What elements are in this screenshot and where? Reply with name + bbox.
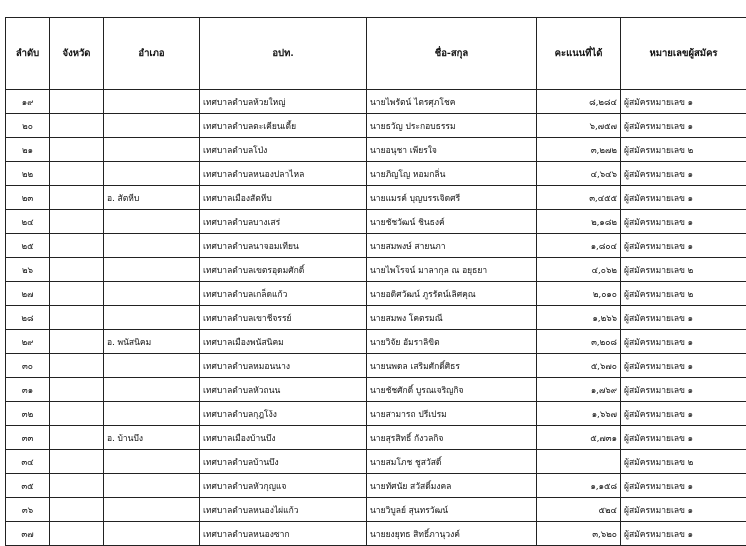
cell-name: นายสามารถ ปรีเปรม: [367, 402, 537, 426]
cell-district: [104, 306, 200, 330]
cell-no: ๒๘: [6, 306, 50, 330]
cell-district: [104, 162, 200, 186]
table-row: [6, 450, 746, 474]
cell-no: ๒๙: [6, 330, 50, 354]
header-no: ลำดับ: [6, 18, 50, 90]
cell-district: [104, 234, 200, 258]
cell-name: นายสุรสิทธิ์ กังวลกิจ: [367, 426, 537, 450]
table-row: [6, 474, 746, 498]
cell-candidate: ผู้สมัครหมายเลข ๒: [621, 258, 746, 282]
cell-name: นายสมโภช ชูสวัสดิ์: [367, 450, 537, 474]
cell-candidate: ผู้สมัครหมายเลข ๒: [621, 282, 746, 306]
cell-no: ๓๔: [6, 450, 50, 474]
cell-no: ๒๓: [6, 186, 50, 210]
cell-district: อ. พนัสนิคม: [104, 330, 200, 354]
cell-name: นายไพรัตน์ ไตรศุภโชค: [367, 90, 537, 114]
cell-candidate: ผู้สมัครหมายเลข ๒: [621, 138, 746, 162]
cell-name: นายธวัญ ประกอบธรรม: [367, 114, 537, 138]
header-name: ชื่อ-สกุล: [367, 18, 537, 90]
table-row: [6, 90, 746, 114]
cell-province: [50, 330, 104, 354]
cell-candidate: ผู้สมัครหมายเลข ๑: [621, 402, 746, 426]
cell-score: ๓,๔๕๕: [537, 186, 621, 210]
cell-no: ๒๖: [6, 258, 50, 282]
cell-no: ๒๐: [6, 114, 50, 138]
cell-district: [104, 354, 200, 378]
cell-no: ๓๕: [6, 474, 50, 498]
cell-org: เทศบาลตำบลโป่ง: [200, 138, 367, 162]
header-district: อำเภอ: [104, 18, 200, 90]
cell-no: ๒๒: [6, 162, 50, 186]
cell-no: ๓๒: [6, 402, 50, 426]
cell-district: [104, 474, 200, 498]
cell-province: [50, 186, 104, 210]
header-org: อปท.: [200, 18, 367, 90]
cell-candidate: ผู้สมัครหมายเลข ๑: [621, 306, 746, 330]
table-row: [6, 330, 746, 354]
cell-province: [50, 114, 104, 138]
cell-score: ๓,๒๗๒: [537, 138, 621, 162]
cell-no: ๑๙: [6, 90, 50, 114]
cell-name: นายยงยุทธ สิทธิ์ภานุวงค์: [367, 522, 537, 546]
cell-org: เทศบาลตำบลบ้านบึง: [200, 450, 367, 474]
cell-candidate: ผู้สมัครหมายเลข ๑: [621, 378, 746, 402]
cell-org: เทศบาลตำบลหนองไผ่แก้ว: [200, 498, 367, 522]
cell-no: ๓๑: [6, 378, 50, 402]
cell-no: ๒๔: [6, 210, 50, 234]
cell-score: ๕,๖๗๐: [537, 354, 621, 378]
cell-org: เทศบาลตำบลบางเสร่: [200, 210, 367, 234]
cell-score: ๘,๒๘๔: [537, 90, 621, 114]
cell-candidate: ผู้สมัครหมายเลข ๑: [621, 114, 746, 138]
cell-org: เทศบาลตำบลหัวถนน: [200, 378, 367, 402]
cell-candidate: ผู้สมัครหมายเลข ๑: [621, 330, 746, 354]
cell-no: ๓๓: [6, 426, 50, 450]
table-row: [6, 522, 746, 546]
table-row: [6, 138, 746, 162]
cell-score: ๔,๐๖๒: [537, 258, 621, 282]
cell-province: [50, 354, 104, 378]
cell-score: ๔,๖๔๖: [537, 162, 621, 186]
cell-district: [104, 114, 200, 138]
cell-name: นายวิบูลย์ สุนทรวัฒน์: [367, 498, 537, 522]
cell-name: นายอนุชา เพียรใจ: [367, 138, 537, 162]
cell-name: นายแมรค์ บุญบรรเจิดศรี: [367, 186, 537, 210]
cell-district: [104, 258, 200, 282]
table-row: [6, 306, 746, 330]
table-body: [6, 90, 746, 546]
cell-name: นายชัชศักดิ์ บูรณเจริญกิจ: [367, 378, 537, 402]
cell-name: นายอดิศวัฒน์ ภูรรัตน์เลิศคุณ: [367, 282, 537, 306]
cell-no: ๒๗: [6, 282, 50, 306]
cell-district: อ. สัตหีบ: [104, 186, 200, 210]
cell-name: นายนพดล เสริมศักดิ์ศิธร: [367, 354, 537, 378]
cell-district: [104, 210, 200, 234]
cell-province: [50, 498, 104, 522]
table-row: [6, 114, 746, 138]
table-row: [6, 402, 746, 426]
header-candidate: หมายเลขผู้สมัคร: [621, 18, 746, 90]
cell-name: นายสมพงษ์ สายนภา: [367, 234, 537, 258]
header-row: [6, 18, 746, 90]
cell-province: [50, 450, 104, 474]
cell-district: [104, 522, 200, 546]
cell-score: ๑,๖๖๗: [537, 402, 621, 426]
cell-org: เทศบาลตำบลหัวกุญแจ: [200, 474, 367, 498]
cell-score: ๕๒๔: [537, 498, 621, 522]
cell-score: ๕,๗๓๑: [537, 426, 621, 450]
cell-no: ๒๑: [6, 138, 50, 162]
table-row: [6, 210, 746, 234]
cell-candidate: ผู้สมัครหมายเลข ๑: [621, 210, 746, 234]
cell-province: [50, 522, 104, 546]
cell-district: [104, 378, 200, 402]
table-row: [6, 354, 746, 378]
cell-no: ๓๐: [6, 354, 50, 378]
cell-org: เทศบาลตำบลเขาชีจรรย์: [200, 306, 367, 330]
table-row: [6, 186, 746, 210]
cell-name: นายวิจัย อัมราลิขิต: [367, 330, 537, 354]
cell-candidate: ผู้สมัครหมายเลข ๑: [621, 186, 746, 210]
cell-district: [104, 90, 200, 114]
cell-org: เทศบาลตำบลเขตรอุดมศักดิ์: [200, 258, 367, 282]
cell-district: [104, 282, 200, 306]
cell-org: เทศบาลเมืองพนัสนิคม: [200, 330, 367, 354]
cell-candidate: ผู้สมัครหมายเลข ๑: [621, 498, 746, 522]
cell-org: เทศบาลเมืองบ้านบึง: [200, 426, 367, 450]
cell-score: ๒,๐๑๐: [537, 282, 621, 306]
cell-org: เทศบาลตำบลนาจอมเทียน: [200, 234, 367, 258]
cell-score: ๑,๒๖๖: [537, 306, 621, 330]
cell-score: ๖,๗๕๗: [537, 114, 621, 138]
cell-province: [50, 138, 104, 162]
cell-province: [50, 234, 104, 258]
cell-province: [50, 282, 104, 306]
cell-score: ๓,๖๒๐: [537, 522, 621, 546]
cell-name: นายภิญโญ หอมกลิ่น: [367, 162, 537, 186]
cell-name: นายสมพง โคตรมณี: [367, 306, 537, 330]
cell-org: เทศบาลตำบลหมอนนาง: [200, 354, 367, 378]
cell-org: เทศบาลเมืองสัตหีบ: [200, 186, 367, 210]
table-row: [6, 378, 746, 402]
cell-province: [50, 426, 104, 450]
cell-district: อ. บ้านบึง: [104, 426, 200, 450]
cell-district: [104, 498, 200, 522]
cell-province: [50, 210, 104, 234]
cell-province: [50, 474, 104, 498]
cell-province: [50, 306, 104, 330]
table-header: [6, 18, 746, 90]
cell-org: เทศบาลตำบลเกล็ดแก้ว: [200, 282, 367, 306]
table-row: [6, 282, 746, 306]
cell-district: [104, 402, 200, 426]
cell-candidate: ผู้สมัครหมายเลข ๑: [621, 474, 746, 498]
table-row: [6, 258, 746, 282]
cell-score: ๒,๑๘๒: [537, 210, 621, 234]
cell-candidate: ผู้สมัครหมายเลข ๑: [621, 234, 746, 258]
cell-score: [537, 450, 621, 474]
cell-score: ๓,๒๐๘: [537, 330, 621, 354]
election-results-table: [5, 17, 746, 546]
cell-name: นายไพโรจน์ มาลากุล ณ อยุธยา: [367, 258, 537, 282]
cell-candidate: ผู้สมัครหมายเลข ๑: [621, 162, 746, 186]
cell-candidate: ผู้สมัครหมายเลข ๑: [621, 522, 746, 546]
header-province: จังหวัด: [50, 18, 104, 90]
table-row: [6, 162, 746, 186]
cell-score: ๑,๗๖๙: [537, 378, 621, 402]
cell-org: เทศบาลตำบลตะเคียนเตี้ย: [200, 114, 367, 138]
table-row: [6, 234, 746, 258]
cell-province: [50, 402, 104, 426]
cell-score: ๑,๑๕๘: [537, 474, 621, 498]
cell-district: [104, 138, 200, 162]
cell-org: เทศบาลตำบลห้วยใหญ่: [200, 90, 367, 114]
cell-no: ๓๖: [6, 498, 50, 522]
cell-no: ๒๕: [6, 234, 50, 258]
cell-candidate: ผู้สมัครหมายเลข ๑: [621, 90, 746, 114]
cell-no: ๓๗: [6, 522, 50, 546]
cell-candidate: ผู้สมัครหมายเลข ๒: [621, 450, 746, 474]
cell-province: [50, 90, 104, 114]
header-score: คะแนนที่ได้: [537, 18, 621, 90]
table-row: [6, 426, 746, 450]
cell-score: ๑,๘๐๔: [537, 234, 621, 258]
cell-candidate: ผู้สมัครหมายเลข ๑: [621, 354, 746, 378]
cell-org: เทศบาลตำบลหนองปลาไหล: [200, 162, 367, 186]
cell-name: นายชัชวัฒน์ ชินธงค์: [367, 210, 537, 234]
cell-org: เทศบาลตำบลหนองซาก: [200, 522, 367, 546]
cell-district: [104, 450, 200, 474]
table-row: [6, 498, 746, 522]
cell-province: [50, 258, 104, 282]
cell-name: นายทัศนัย สวัสดิ์มงคล: [367, 474, 537, 498]
cell-province: [50, 162, 104, 186]
cell-candidate: ผู้สมัครหมายเลข ๑: [621, 426, 746, 450]
cell-org: เทศบาลตำบลกุฎโง้ง: [200, 402, 367, 426]
cell-province: [50, 378, 104, 402]
